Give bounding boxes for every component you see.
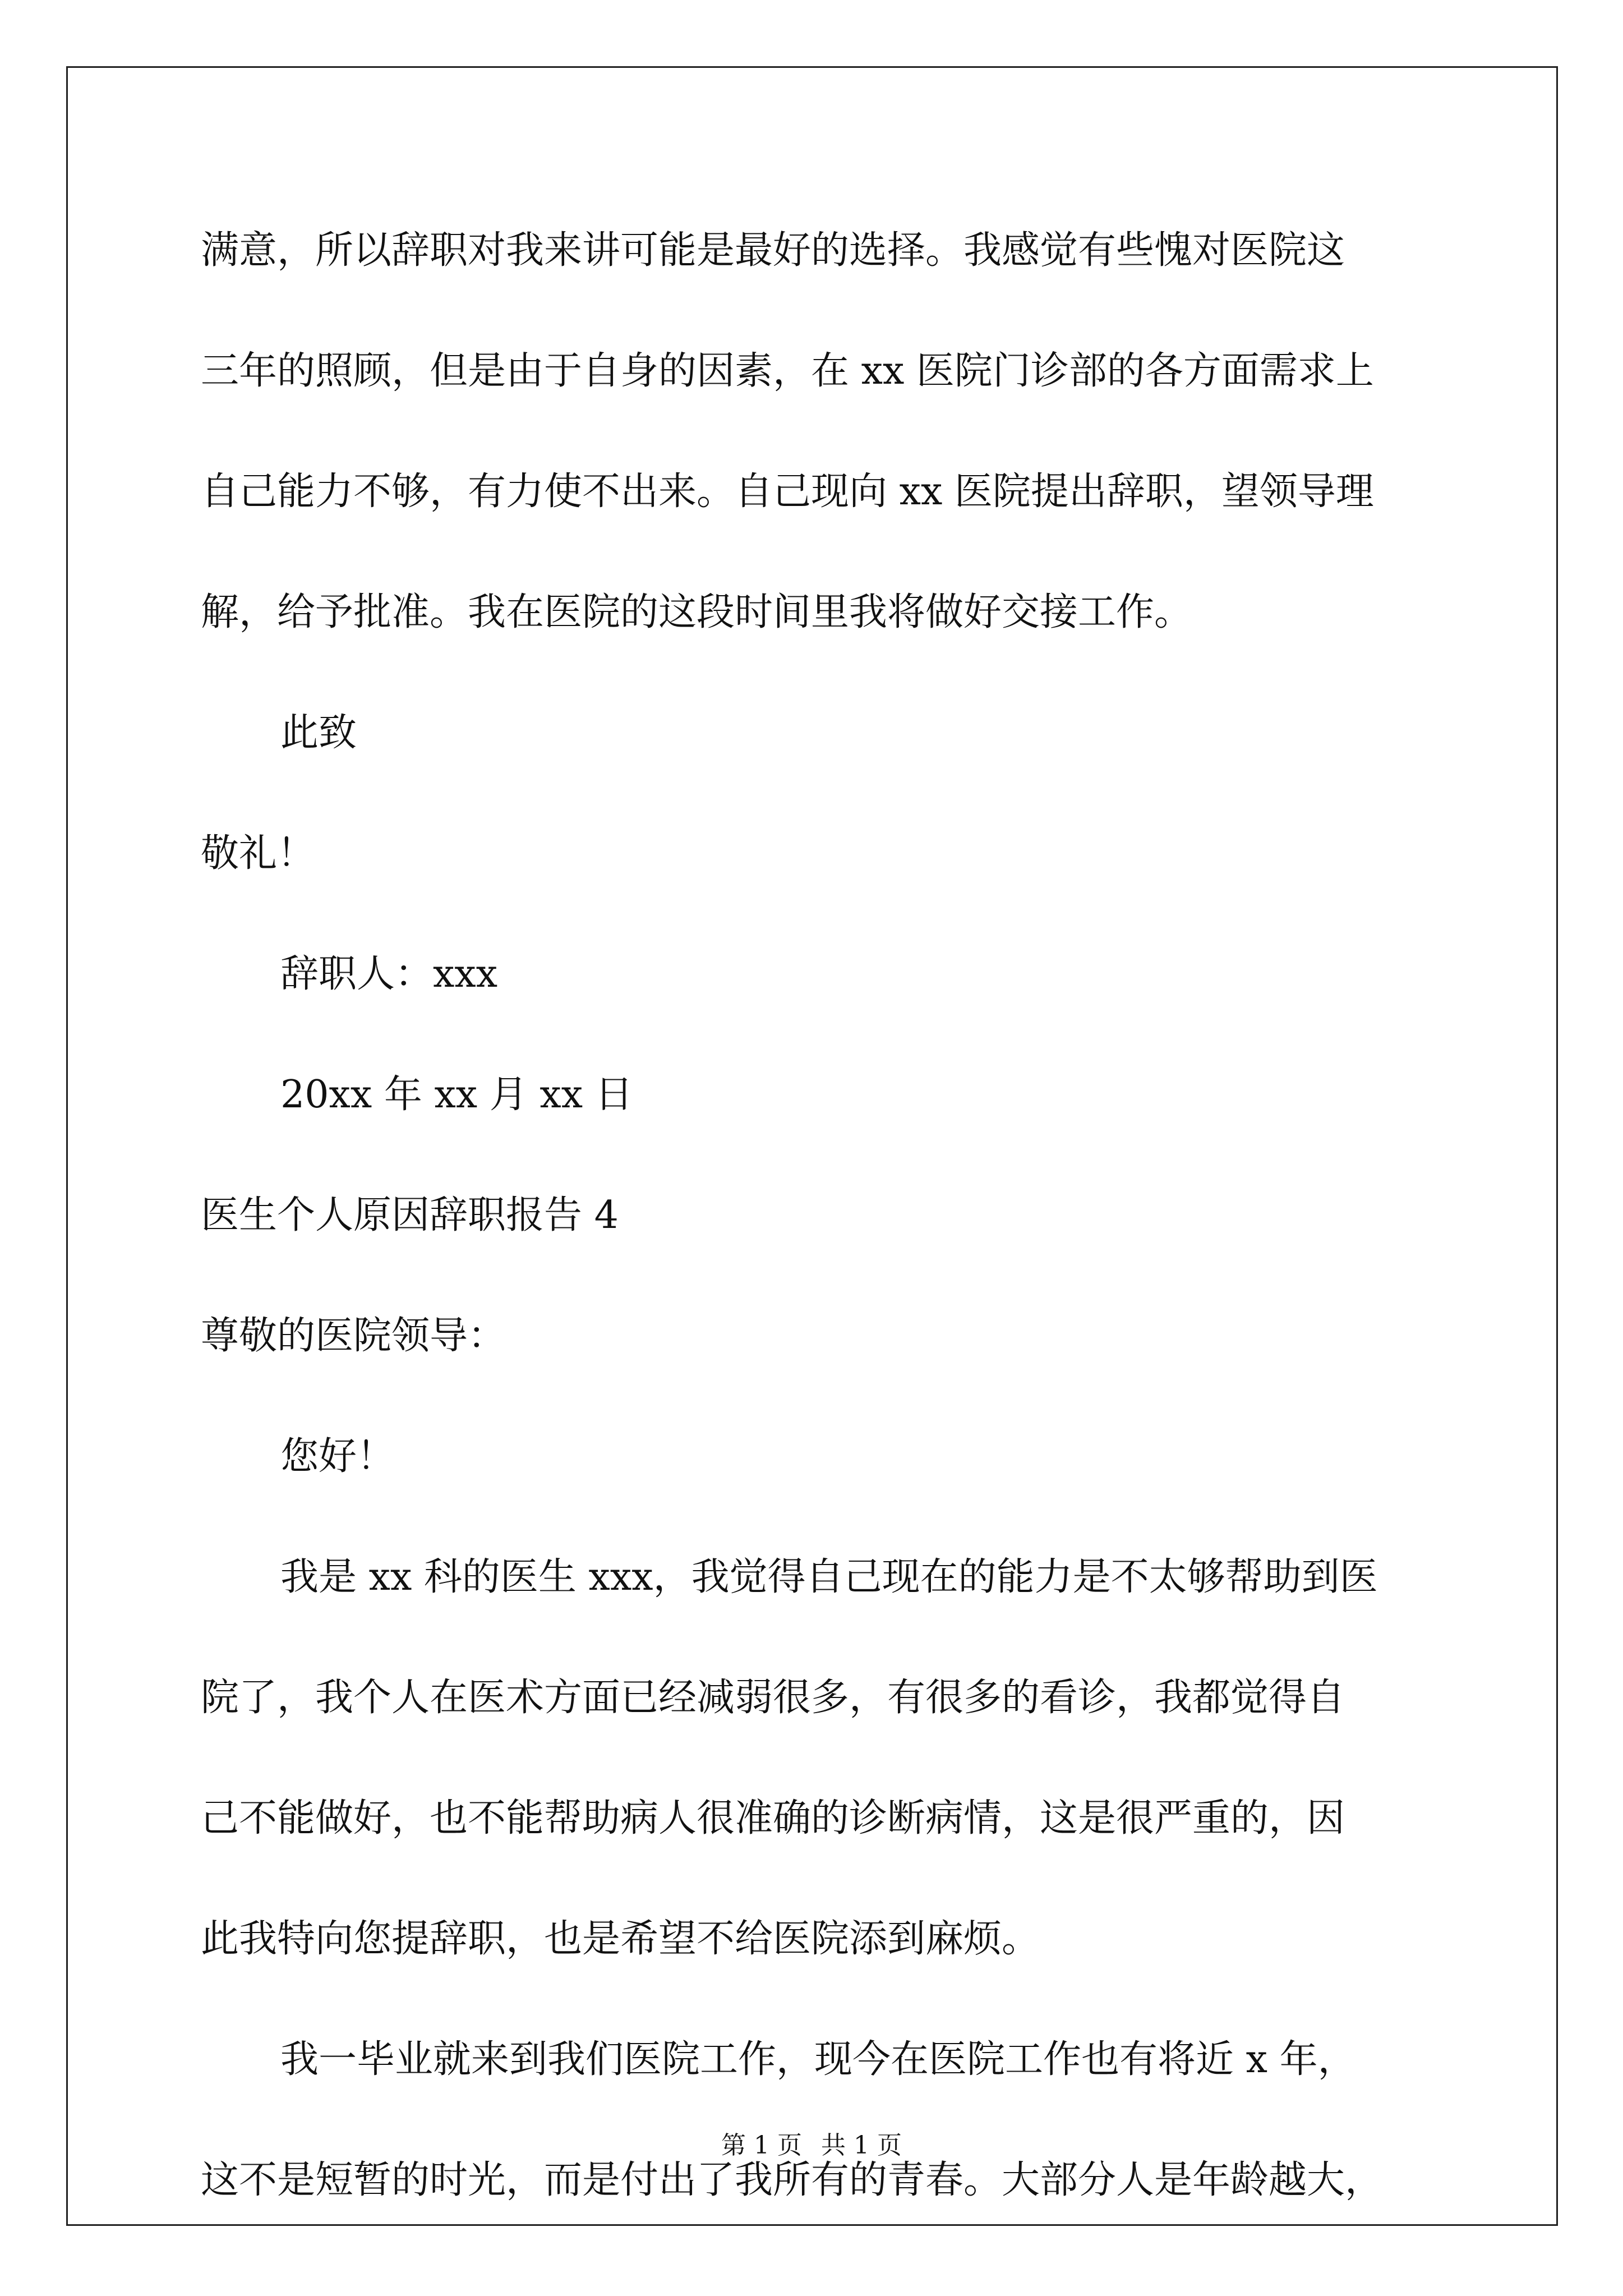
- text-line: 这不是短暂的时光，而是付出了我所有的青春。大部分人是年龄越大，: [201, 2158, 1384, 2202]
- document-body: [201, 226, 1423, 2276]
- text-line: 此我特向您提辞职，也是希望不给医院添到麻烦。: [201, 1917, 1040, 1961]
- text-line: 自己能力不够，有力使不出来。自己现向 xx 医院提出辞职，望领导理: [201, 470, 1374, 514]
- page-total: 共 1 页: [821, 2131, 902, 2160]
- signature-line: 辞职人：xxx: [280, 952, 498, 996]
- greeting-recipient: 尊敬的医院领导：: [201, 1314, 506, 1358]
- text-line: 我一毕业就来到我们医院工作，现今在医院工作也有将近 x 年，: [280, 2037, 1356, 2082]
- page-footer: [0, 2129, 1623, 2162]
- closing-regards: 敬礼！: [201, 831, 316, 876]
- date-line: 20xx 年 xx 月 xx 日: [280, 1073, 633, 1117]
- greeting: 您好！: [280, 1434, 395, 1479]
- text-line: 三年的照顾，但是由于自身的因素，在 xx 医院门诊部的各方面需求上: [201, 349, 1374, 393]
- text-line: 院了，我个人在医术方面已经减弱很多，有很多的看诊，我都觉得自: [201, 1676, 1345, 1720]
- text-line: 我是 xx 科的医生 xxx，我觉得自己现在的能力是不太够帮助到医: [280, 1555, 1378, 1599]
- text-line: 满意，所以辞职对我来讲可能是最好的选择。我感觉有些愧对医院这: [201, 228, 1345, 273]
- text-line: 己不能做好，也不能帮助病人很准确的诊断病情，这是很严重的，因: [201, 1796, 1345, 1841]
- closing-salutation: 此致: [280, 711, 357, 755]
- text-line: 解，给予批准。我在医院的这段时间里我将做好交接工作。: [201, 590, 1193, 634]
- page-number: 第 1 页: [721, 2131, 802, 2160]
- section-title: 医生个人原因辞职报告 4: [201, 1193, 619, 1237]
